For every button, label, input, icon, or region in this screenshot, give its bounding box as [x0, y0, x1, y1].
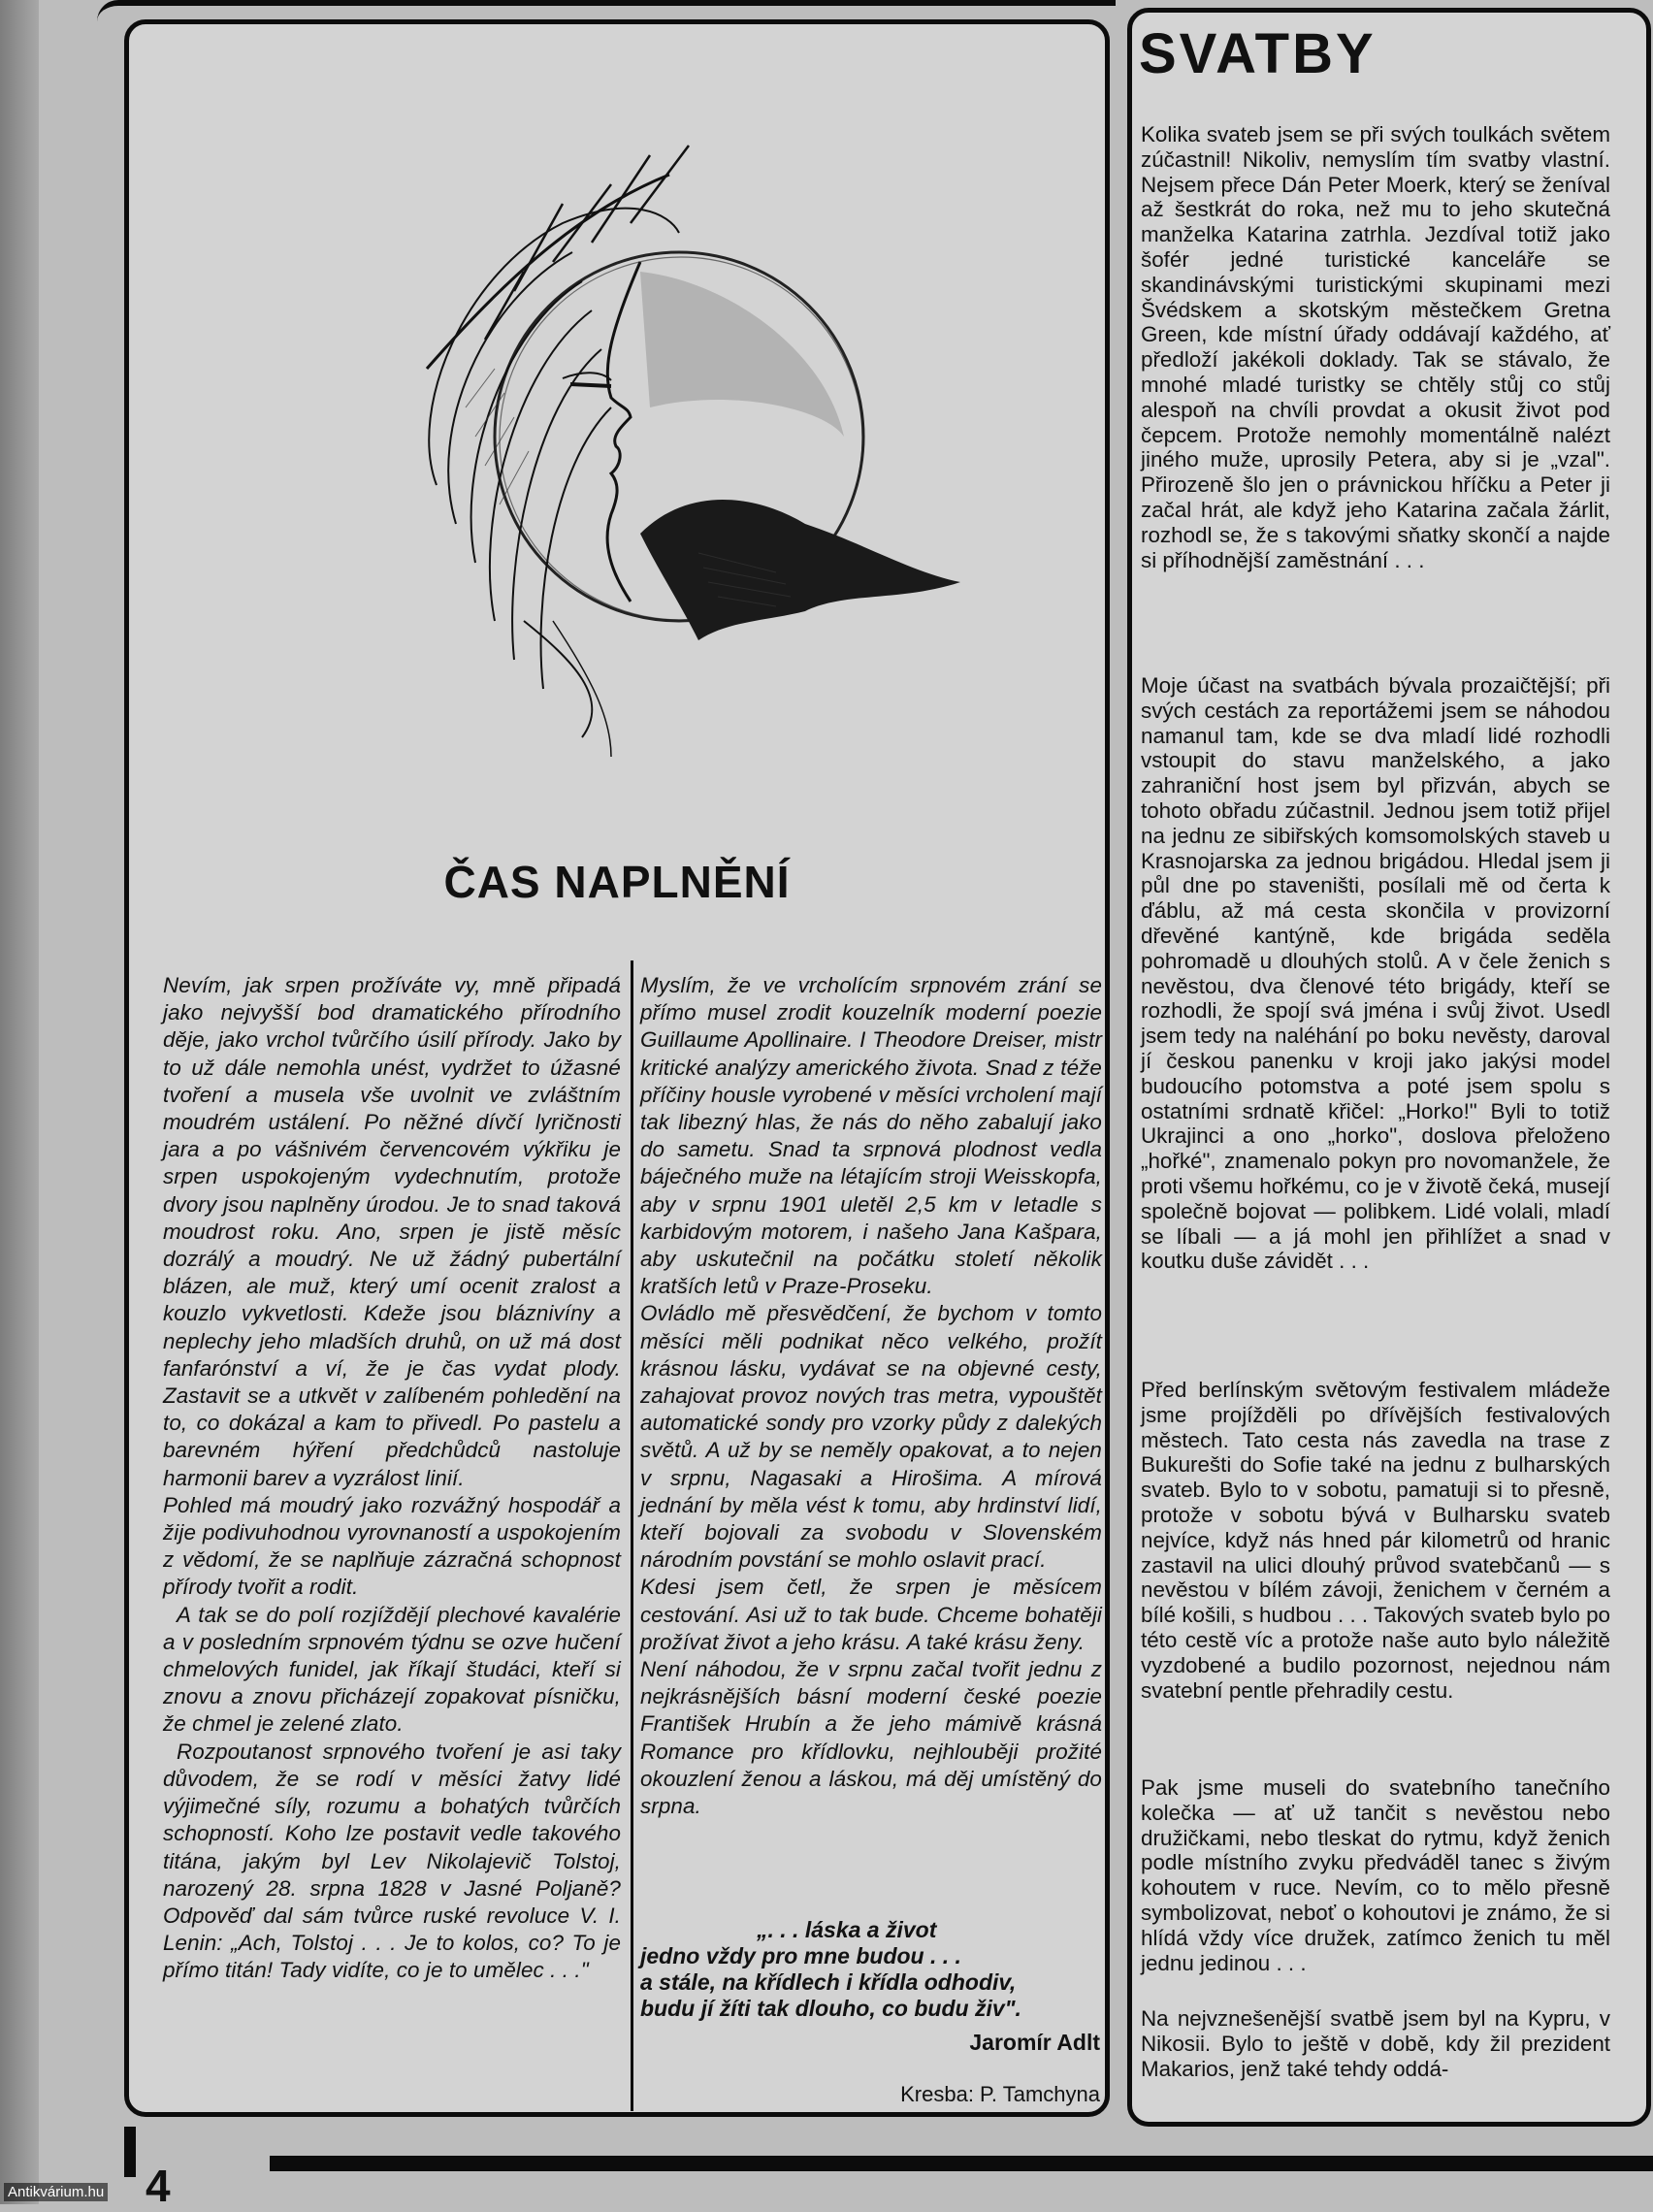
landscape-shadow: [640, 500, 960, 640]
side-paragraph: Na nejvznešenější svatbě jsem byl na Kypru, v Nikosii. Bylo to ještě v době, kdy žil prezident Makarios, jenž také tehdy oddá-: [1141, 2006, 1610, 2081]
poem-line: jedno vždy pro mne budou . . .: [640, 1943, 961, 1968]
side-paragraph: Před berlínským světovým festivalem mládeže jsme projížděli po dřívějších festivalových městech. Tato cesta nás zavedla na trase z Bukurešti do Sofie také na jednu z bulharských svateb. Bylo to v sobotu, pamatuji si to přesně, protože v sobotu bývá v Bulharsku svateb nejvíce, když nás hned pár kilometrů od hranic zastavil na ulici dlouhý průvod svatebčanů — s nevěstou v bílém závoji, ženichem v černém a bílé košili, s hudbou . . . Takových svateb bylo po této cestě víc a protože naše auto bylo náležitě vyzdobené a budilo pozornost, nejednou nám svatební pentle přehradily cestu.: [1141, 1378, 1610, 1703]
side-paragraph: Moje účast na svatbách bývala prozaičtější; při svých cestách za reportážemi jsem se náhodou namanul tam, kde se dva mladí lidé rozhodli vstoupit do stavu manželského, a jako zahraniční host jsem byl přizván, abych se tohoto obřadu zúčastnil. Jednou jsem totiž přijel na jednu ze sibiřských komsomolských staveb u Krasnojarska za jednou brigádou. Hledal jsem ji půl dne po staveništi, posílali mě od čerta k ďáblu, až má cesta skončila v provizorní dřevěné kantýně, kde brigáda seděla pohromadě u dlouhých stolů. A v čele ženich s nevěstou, dva členové této brigády, kteří se rozhodli, že spojí svá jména i svůj život. Usedl jsem tedy na naléhání po boku nevěsty, daroval jí českou panenku v kroji jako jakýsi model budoucího potomstva a poté jsem spolu s ostatními srdnatě křičel: „Horko!" Byli to totiž Ukrajinci a ono „horko", doslova přeloženo „hořké", znamenalo pokyn pro novomanžele, že proti všemu hořkému, co je v životě čeká, musejí společně bojovat — polibkem. Lidé volali, mladí se líbali — a já mohl jen přihlížet a snad v koutku duše závidět . . .: [1141, 673, 1610, 1274]
closing-poem: [640, 1917, 1102, 2022]
main-article-title: ČAS NAPLNĚNÍ: [443, 857, 791, 907]
illustration-woman-profile: [320, 116, 980, 796]
paragraph: Ovládlo mě přesvědčení, že bychom v tomto měsíci měli podnikat něco velkého, prožít krásnou lásku, vydávat se na objevné cesty, zahajovat provoz nových tras metra, vypouštět automatické sondy pro vzorky půdy z dalekých světů. A už by se neměly opakovat, a to nejen v srpnu, Nagasaki a Hirošima. A mírová jednání by měla vést k tomu, aby hrdinství lidí, kteří bojovali za svobodu v Slovenském národním povstání se mohlo oslavit prací.: [640, 1301, 1102, 1573]
page-footer-rule: [270, 2156, 1653, 2171]
shaded-sky: [640, 272, 844, 437]
side-article-title: SVATBY: [1139, 22, 1377, 85]
watermark: Antikvárium.hu: [4, 2183, 108, 2201]
paragraph: Není náhodou, že v srpnu začal tvořit jednu z nejkrásnějších básní moderní české poezie František Hrubín a že jeho mámivě krásná Romance pro křídlovku, nejhlouběji prožité okouzlení ženou a láskou, má děj umístěný do srpna.: [640, 1657, 1102, 1819]
face-profile: [563, 262, 640, 602]
paragraph: A tak se do polí rozjíždějí plechové kavalérie a v posledním srpnovém týdnu se ozve hučení chmelových funidel, jak říkají študáci, kteří si znovu a znovu přicházejí zopakovat písničku, že chmel je zelené zlato.: [163, 1602, 621, 1737]
paragraph: Rozpoutanost srpnového tvoření je asi taky důvodem, že se rodí v měsíci žatvy lidé výjimečné síly, rozumu a bohatých tvůrčích schopností. Koho lze postavit vedle takového titána, jakým byl Lev Nikolajevič Tolstoj, narozený 28. srpna 1828 v Jasné Poljaně? Odpověď dal sám tvůrce ruské revoluce V. I. Lenin: „Ach, Tolstoj . . . Je to kolos, co? To je přímo titán! Tady vidíte, co je to umělec . . .": [163, 1739, 621, 1983]
page-left-edge: [0, 0, 39, 2204]
author-name: Jaromír Adlt: [969, 2030, 1100, 2055]
side-paragraph: Pak jsme museli do svatebního tanečního kolečka — ať už tančit s nevěstou nebo družičkami, nebo tleskat do rytmu, když ženich podle místního zvyku předváděl tanec s živým kohoutem v ruce. Nevím, co to mělo přesně symbolizovat, neboť o kohoutovi je známo, že si hlídá vždy více družek, zatímco ženich tu měl jednu jedinou . . .: [1141, 1775, 1610, 1975]
page-number: 4: [146, 2161, 171, 2211]
paragraph: Nevím, jak srpen prožíváte vy, mně připadá jako nejvyšší bod dramatického přírodního děje, jako vrchol tvůrčího úsilí přírody. Jako by to už dále nemohla unést, vydržet to úžasné tvoření a musela vše uvolnit ve zvláštním moudrém ustálení. Po něžné dívčí lyričnosti jara a po vášnivém červencovém výkřiku je srpen uspokojeným vydechnutím, protože dvory jsou naplněny úrodou. Je to snad taková moudrost roku. Ano, srpen je jistě měsíc dozrálý a moudrý. Ne už žádný pubertální blázen, ale muž, který umí ocenit zralost a kouzlo vykvetlosti. Kdeže jsou bláznivíny a neplechy jeho mladších druhů, on už má dost fanfarónství a ví, že je čas vydat plody. Zastavit se a utkvět v zalíbeném pohledění na to, co dokázal a kam to přivedl. Po pastelu a barevném hýření předchůdců nastoluje harmonii barev a vyzrálost linií.: [163, 973, 621, 1490]
main-article-column-2: [640, 972, 1102, 1820]
side-paragraph: Kolika svateb jsem se při svých toulkách světem zúčastnil! Nikoliv, nemyslím tím svatby vlastní. Nejsem přece Dán Peter Moerk, který se ženíval až šestkrát do roka, než mu to jeho skutečná manželka Katarina zatrhla. Jezdíval totiž jako šofér jedné turistické kanceláře se skandinávskými turistickými skupinami mezi Švédskem a skotským městečkem Gretna Green, kde místní úřady oddávají každého, ať předloží jakékoli doklady. Tak se stávalo, že mnohé mladé turistky se chtěly stůj co stůj alespoň na chvíli provdat a okusit život pod čepcem. Protože nemohly momentálně nalézt jiného muže, uprosily Petera, aby si je „vzal". Přirozeně šlo jen o právnickou hříčku a Peter ji začal hrát, ale když jeho Katarina začala žárlit, rozhodl se, že s takovými sňatky skončí a najde si příhodnější zaměstnání . . .: [1141, 122, 1610, 572]
illustration-credit: Kresba: P. Tamchyna: [900, 2082, 1100, 2106]
main-article-column-1: [163, 972, 621, 1985]
paragraph: Pohled má moudrý jako rozvážný hospodář a žije podivuhodnou vyrovnaností a uspokojením z vědomí, že se naplňuje zázračná schopnost přírody tvořit a rodit.: [163, 1492, 621, 1600]
poem-line: „. . . láska a život: [757, 1917, 937, 1942]
paragraph: Myslím, že ve vrcholícím srpnovém zrání se přímo musel zrodit kouzelník moderní poezie Guillaume Apollinaire. I Theodore Dreiser, mistr kritické analýzy amerického života. Snad z téže příčiny housle vyrobené v měsíci vrcholení mají tak libezný hlas, že nás do něho zabalují jako do sametu. Snad ta srpnová plodnost vedla báječného muže na létajícím stroji Weisskopfa, aby v srpnu 1901 uletěl 2,5 km v letadle s karbidovým motorem, i našeho Jana Kašpara, aby uskutečnil na počátku století několik kratších letů v Praze-Proseku.: [640, 973, 1102, 1299]
poem-line: a stále, na křídlech i křídla odhodiv,: [640, 1969, 1017, 1995]
page-footer-left-mark: [124, 2127, 136, 2177]
poem-line: budu jí žíti tak dlouho, co budu živ".: [640, 1996, 1021, 2021]
column-divider: [631, 960, 633, 2111]
paragraph: Kdesi jsem četl, že srpen je měsícem cestování. Asi už to tak bude. Chceme bohatěji prožívat život a jeho krásu. A také krásu ženy.: [640, 1575, 1102, 1654]
hair-and-wreath: [427, 146, 689, 757]
outer-frame-top: [97, 0, 1116, 21]
